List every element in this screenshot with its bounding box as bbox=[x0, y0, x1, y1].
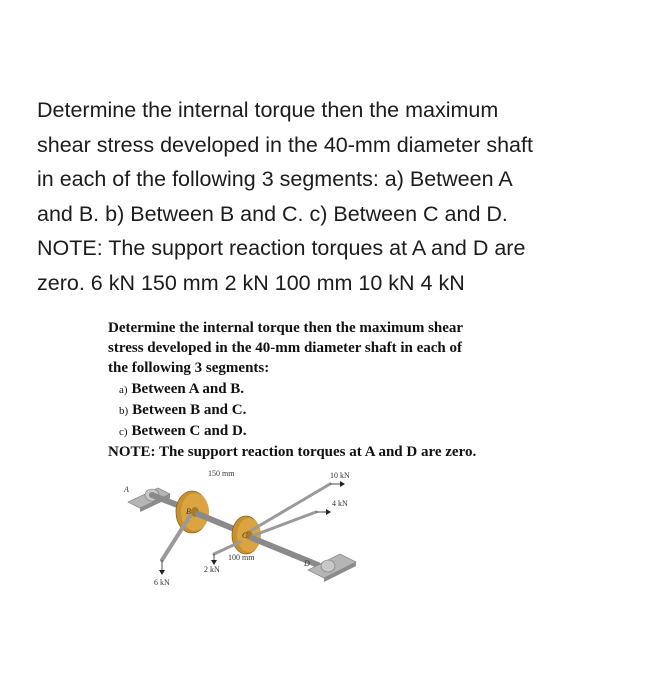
problem-item-b bbox=[108, 400, 578, 421]
lever-b bbox=[162, 516, 190, 560]
label-4kn: 4 kN bbox=[332, 499, 348, 508]
question-line-2: shear stress developed in the 40-mm diameter shaft bbox=[37, 132, 533, 157]
label-point-d: D bbox=[304, 559, 310, 568]
question-line-6: zero. 6 kN 150 mm 2 kN 100 mm 10 kN 4 kN bbox=[37, 270, 465, 295]
shaft-figure bbox=[118, 462, 378, 597]
question-line-1: Determine the internal torque then the maximum bbox=[37, 98, 499, 122]
label-100mm: 100 mm bbox=[228, 553, 255, 562]
problem-statement-image bbox=[108, 318, 578, 462]
force-arrow-6kn bbox=[159, 560, 165, 575]
force-arrow-10kn bbox=[330, 481, 345, 487]
label-point-c: C bbox=[242, 531, 248, 540]
label-10kn: 10 kN bbox=[330, 471, 350, 480]
problem-intro-line-2: stress developed in the 40-mm diameter shaft in each of bbox=[108, 340, 462, 357]
label-2kn: 2 kN bbox=[204, 565, 220, 574]
problem-item-a-marker: a) bbox=[119, 383, 128, 396]
problem-note: NOTE: The support reaction torques at A and D are zero. bbox=[108, 444, 477, 461]
problem-intro-line-1: Determine the internal torque then the maximum shear bbox=[108, 320, 464, 336]
force-arrow-2kn bbox=[211, 554, 217, 565]
problem-item-c-marker: c) bbox=[119, 426, 128, 439]
shaft-diagram bbox=[118, 462, 378, 597]
problem-item-c-text: Between C and D. bbox=[131, 423, 247, 440]
problem-item-a-text: Between A and B. bbox=[131, 380, 245, 397]
support-d bbox=[308, 554, 356, 582]
problem-item-b-marker: b) bbox=[119, 404, 129, 417]
problem-intro-line-3: the following 3 segments: bbox=[108, 360, 270, 377]
question-line-4: and B. b) Between B and C. c) Between C and D. bbox=[37, 201, 508, 226]
question-text bbox=[37, 93, 637, 300]
label-point-a: A bbox=[124, 485, 129, 494]
force-arrow-4kn bbox=[316, 509, 331, 515]
label-point-b: B bbox=[186, 507, 191, 516]
problem-item-b-text: Between B and C. bbox=[132, 401, 247, 418]
lever-c bbox=[252, 484, 330, 530]
problem-item-a bbox=[108, 379, 578, 400]
problem-item-c bbox=[108, 421, 578, 442]
question-line-5: NOTE: The support reaction torques at A and D are bbox=[37, 236, 526, 260]
label-6kn: 6 kN bbox=[154, 578, 170, 587]
question-line-3: in each of the following 3 segments: a) Between A bbox=[37, 167, 513, 191]
label-150mm: 150 mm bbox=[208, 469, 235, 478]
